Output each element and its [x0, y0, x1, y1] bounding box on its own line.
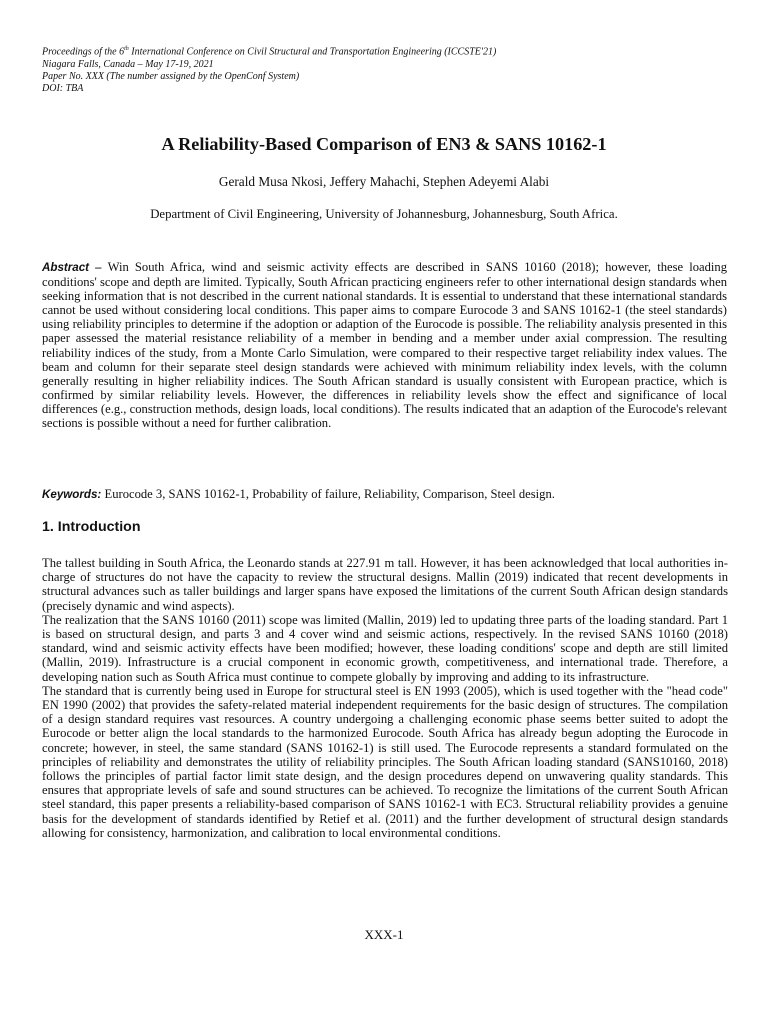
intro-paragraph: The standard that is currently being used in Europe for structural steel is EN 1993 (2005), which is used together with the "head code" EN 1990 (2002) that provides the safety-related material independent requirements for the basic design of structures. The compilation of a design standard requires vast resources. A country undergoing a challenging economic phase seems better suited to adopt the Eurocode or better align the local standards to the harmonized Eurocode. South Africa has already begun adopting the Eurocode in concrete; however, in steel, the same standard (SANS 10162-1) is still used. The Eurocode represents a standard formulated on the principles of reliability and demonstrates the utility of reliability principles. The South African loading standard (SANS10160, 2018) follows the principles of partial factor limit state design, and the design procedures depend on unwavering quality standards. This ensures that appropriate levels of safe and sound structures can be achieved. To recognize the limitations of the current South African steel standard, this paper presents a reliability-based comparison of SANS 10162-1 with EC3. Structural reliability provides a genuine basis for the development of standards identified by Retief et al. (2011) and the further development of structural design standards allowing for consistency, harmonization, and calibration to local environmental conditions. [42, 683, 728, 840]
paper-title: A Reliability-Based Comparison of EN3 & SANS 10162-1 [161, 134, 607, 154]
author-list: Gerald Musa Nkosi, Jeffery Mahachi, Stephen Adeyemi Alabi [218, 174, 550, 189]
keywords [42, 487, 727, 502]
header-line-conference [42, 43, 732, 59]
abstract-label: Abstract [42, 261, 90, 274]
abstract-text: Win South Africa, wind and seismic activity effects are described in SANS 10160 (2018); however, these loading conditions' scope and depth are limited. Typically, South African practicing engineers refer to other international design standards when seeking information that is not described in the current national standards. It is essential to understand that these international standards cannot be used without considering local conditions. This paper aims to compare Eurocode 3 and SANS 10162-1 (the steel standards) using reliability principles to determine if the adoption or adaption of the Eurocode is possible. The reliability analysis presented in this paper assessed the material resistance reliability of a member in bending and a member under axial compression. The resulting reliability indices of the study, from a Monte Carlo Simulation, were compared to their respective target reliability index values. The beam and column for their separate steel design standards were achieved with minimum reliability index levels, with the column generally resulting in higher reliability indices. The South African standard is usually consistent with European practice, which is confirmed by similar reliability levels. However, the differences in reliability levels show the effect and significance of local differences (e.g., construction methods, design loads, local conditions). The results indicated that an adaption of the Eurocode's relevant sections is possible without a need for further calibration. [42, 260, 727, 431]
section-heading-introduction: 1. Introduction [42, 519, 141, 535]
page-number: XXX-1 [364, 927, 404, 942]
intro-paragraph: The tallest building in South Africa, the Leonardo stands at 227.91 m tall. However, it has been acknowledged that local authorities in-charge of structures do not have the capacity to review the structural designs. Mallin (2019) indicated that recent developments in structural advances such as taller buildings and larger spans have exposed the limitations of the current South African design standards (precisely dynamic and wind aspects). [42, 556, 728, 613]
keywords-text: Eurocode 3, SANS 10162-1, Probability of failure, Reliability, Comparison, Steel design. [104, 487, 555, 501]
header-conference-suffix: International Conference on Civil Structural and Transportation Engineering (ICCSTE'21) [128, 46, 497, 58]
keywords-colon: : [97, 488, 105, 501]
header-line-location: Niagara Falls, Canada – May 17-19, 2021 [42, 58, 214, 70]
header-conference-prefix: Proceedings of the 6 [42, 46, 125, 58]
keywords-label: Keywords [42, 488, 98, 501]
header-line-paper-no: Paper No. XXX (The number assigned by the OpenConf System) [42, 70, 300, 82]
intro-paragraph: The realization that the SANS 10160 (2011) scope was limited (Mallin, 2019) led to updating three parts of the loading standard. Part 1 is based on structural design, and parts 3 and 4 cover wind and seismic actions, respectively. In the revised SANS 10160 (2018) standard, wind and seismic activity effects have been modified; however, these loading conditions' scope and depth are still limited (Mallin, 2019). Infrastructure is a crucial component in economic growth, competitiveness, and international trade. Therefore, a developing nation such as South Africa must continue to compete globally by improving and adding to its infrastructure. [42, 612, 728, 684]
header-line-doi: DOI: TBA [42, 82, 84, 94]
header-ordinal-sup: th [124, 46, 129, 52]
abstract [42, 260, 727, 430]
author-affiliation: Department of Civil Engineering, University of Johannesburg, Johannesburg, South Africa. [150, 207, 618, 221]
introduction-body [42, 556, 728, 840]
proceedings-header [42, 43, 732, 95]
abstract-dash: – [89, 260, 108, 274]
